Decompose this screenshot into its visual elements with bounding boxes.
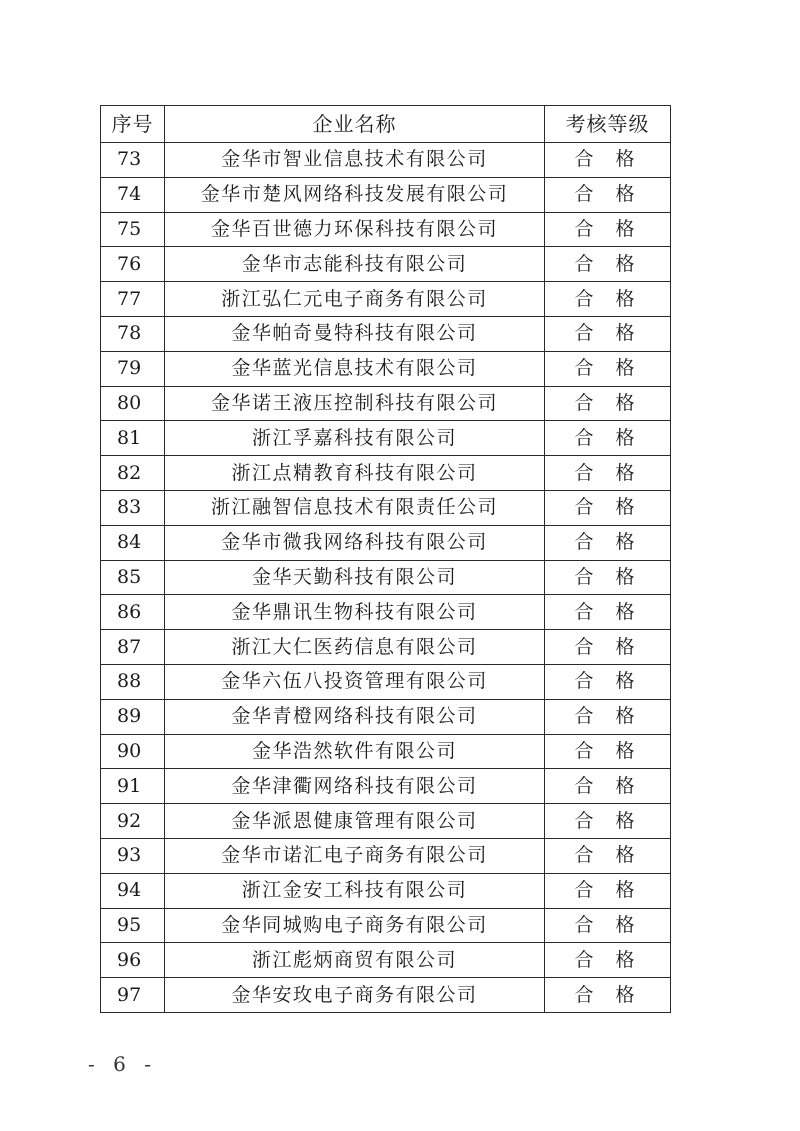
company-name: 金华天勤科技有限公司 [165,560,545,595]
company-name: 金华青橙网络科技有限公司 [165,699,545,734]
table-row [101,943,671,978]
row-number: 89 [101,699,165,734]
table-row [101,560,671,595]
assessment-grade: 合格 [545,978,671,1013]
assessment-grade: 合格 [545,734,671,769]
row-number: 73 [101,143,165,178]
assessment-grade: 合格 [545,804,671,839]
row-number: 85 [101,560,165,595]
table-row [101,525,671,560]
company-name: 浙江点精教育科技有限公司 [165,456,545,491]
assessment-grade: 合格 [545,247,671,282]
header-company: 企业名称 [165,106,545,143]
row-number: 86 [101,595,165,630]
company-name: 金华鼎讯生物科技有限公司 [165,595,545,630]
table-row [101,490,671,525]
company-name: 金华市志能科技有限公司 [165,247,545,282]
company-name: 浙江弘仁元电子商务有限公司 [165,282,545,317]
table-row [101,247,671,282]
assessment-grade: 合格 [545,386,671,421]
row-number: 97 [101,978,165,1013]
assessment-grade: 合格 [545,177,671,212]
header-grade: 考核等级 [545,106,671,143]
header-number: 序号 [101,106,165,143]
assessment-grade: 合格 [545,351,671,386]
company-name: 金华市诺汇电子商务有限公司 [165,838,545,873]
company-name: 金华百世德力环保科技有限公司 [165,212,545,247]
assessment-grade: 合格 [545,316,671,351]
table-row [101,386,671,421]
company-name: 金华浩然软件有限公司 [165,734,545,769]
assessment-grade: 合格 [545,282,671,317]
table-row [101,177,671,212]
row-number: 83 [101,490,165,525]
table-row [101,908,671,943]
company-name: 金华津衢网络科技有限公司 [165,769,545,804]
row-number: 88 [101,664,165,699]
assessment-grade: 合格 [545,421,671,456]
row-number: 96 [101,943,165,978]
table-row [101,734,671,769]
table-row [101,595,671,630]
row-number: 80 [101,386,165,421]
table-row [101,456,671,491]
assessment-grade: 合格 [545,908,671,943]
row-number: 95 [101,908,165,943]
company-name: 浙江彪炳商贸有限公司 [165,943,545,978]
table-row [101,804,671,839]
company-name: 浙江融智信息技术有限责任公司 [165,490,545,525]
row-number: 92 [101,804,165,839]
row-number: 90 [101,734,165,769]
company-name: 浙江金安工科技有限公司 [165,873,545,908]
company-name: 金华同城购电子商务有限公司 [165,908,545,943]
table-row [101,282,671,317]
page-number: - 6 - [88,1052,157,1076]
assessment-grade: 合格 [545,664,671,699]
row-number: 94 [101,873,165,908]
table-row [101,212,671,247]
assessment-grade: 合格 [545,595,671,630]
table-row [101,316,671,351]
table-row [101,838,671,873]
assessment-grade: 合格 [545,560,671,595]
company-name: 金华市微我网络科技有限公司 [165,525,545,560]
company-name: 金华六伍八投资管理有限公司 [165,664,545,699]
row-number: 91 [101,769,165,804]
company-name: 金华诺王液压控制科技有限公司 [165,386,545,421]
table-header-row [101,106,671,143]
row-number: 82 [101,456,165,491]
company-name: 金华派恩健康管理有限公司 [165,804,545,839]
row-number: 81 [101,421,165,456]
assessment-grade: 合格 [545,769,671,804]
table-row [101,978,671,1013]
table-row [101,421,671,456]
row-number: 77 [101,282,165,317]
assessment-grade: 合格 [545,490,671,525]
assessment-grade: 合格 [545,838,671,873]
table-row [101,664,671,699]
row-number: 74 [101,177,165,212]
company-name: 金华帕奇曼特科技有限公司 [165,316,545,351]
table-row [101,351,671,386]
assessment-grade: 合格 [545,630,671,665]
table-row [101,143,671,178]
table-row [101,769,671,804]
assessment-grade: 合格 [545,456,671,491]
company-name: 金华市楚风网络科技发展有限公司 [165,177,545,212]
table-body [101,143,671,1013]
company-name: 浙江孚嘉科技有限公司 [165,421,545,456]
assessment-grade: 合格 [545,943,671,978]
row-number: 84 [101,525,165,560]
assessment-grade: 合格 [545,212,671,247]
assessment-grade: 合格 [545,699,671,734]
row-number: 76 [101,247,165,282]
table-row [101,630,671,665]
row-number: 79 [101,351,165,386]
assessment-grade: 合格 [545,873,671,908]
table-row [101,699,671,734]
row-number: 75 [101,212,165,247]
table-row [101,873,671,908]
assessment-grade: 合格 [545,525,671,560]
row-number: 78 [101,316,165,351]
company-assessment-table [100,105,671,1013]
company-name: 金华蓝光信息技术有限公司 [165,351,545,386]
row-number: 87 [101,630,165,665]
company-name: 金华市智业信息技术有限公司 [165,143,545,178]
company-name: 金华安玫电子商务有限公司 [165,978,545,1013]
row-number: 93 [101,838,165,873]
assessment-grade: 合格 [545,143,671,178]
company-name: 浙江大仁医药信息有限公司 [165,630,545,665]
